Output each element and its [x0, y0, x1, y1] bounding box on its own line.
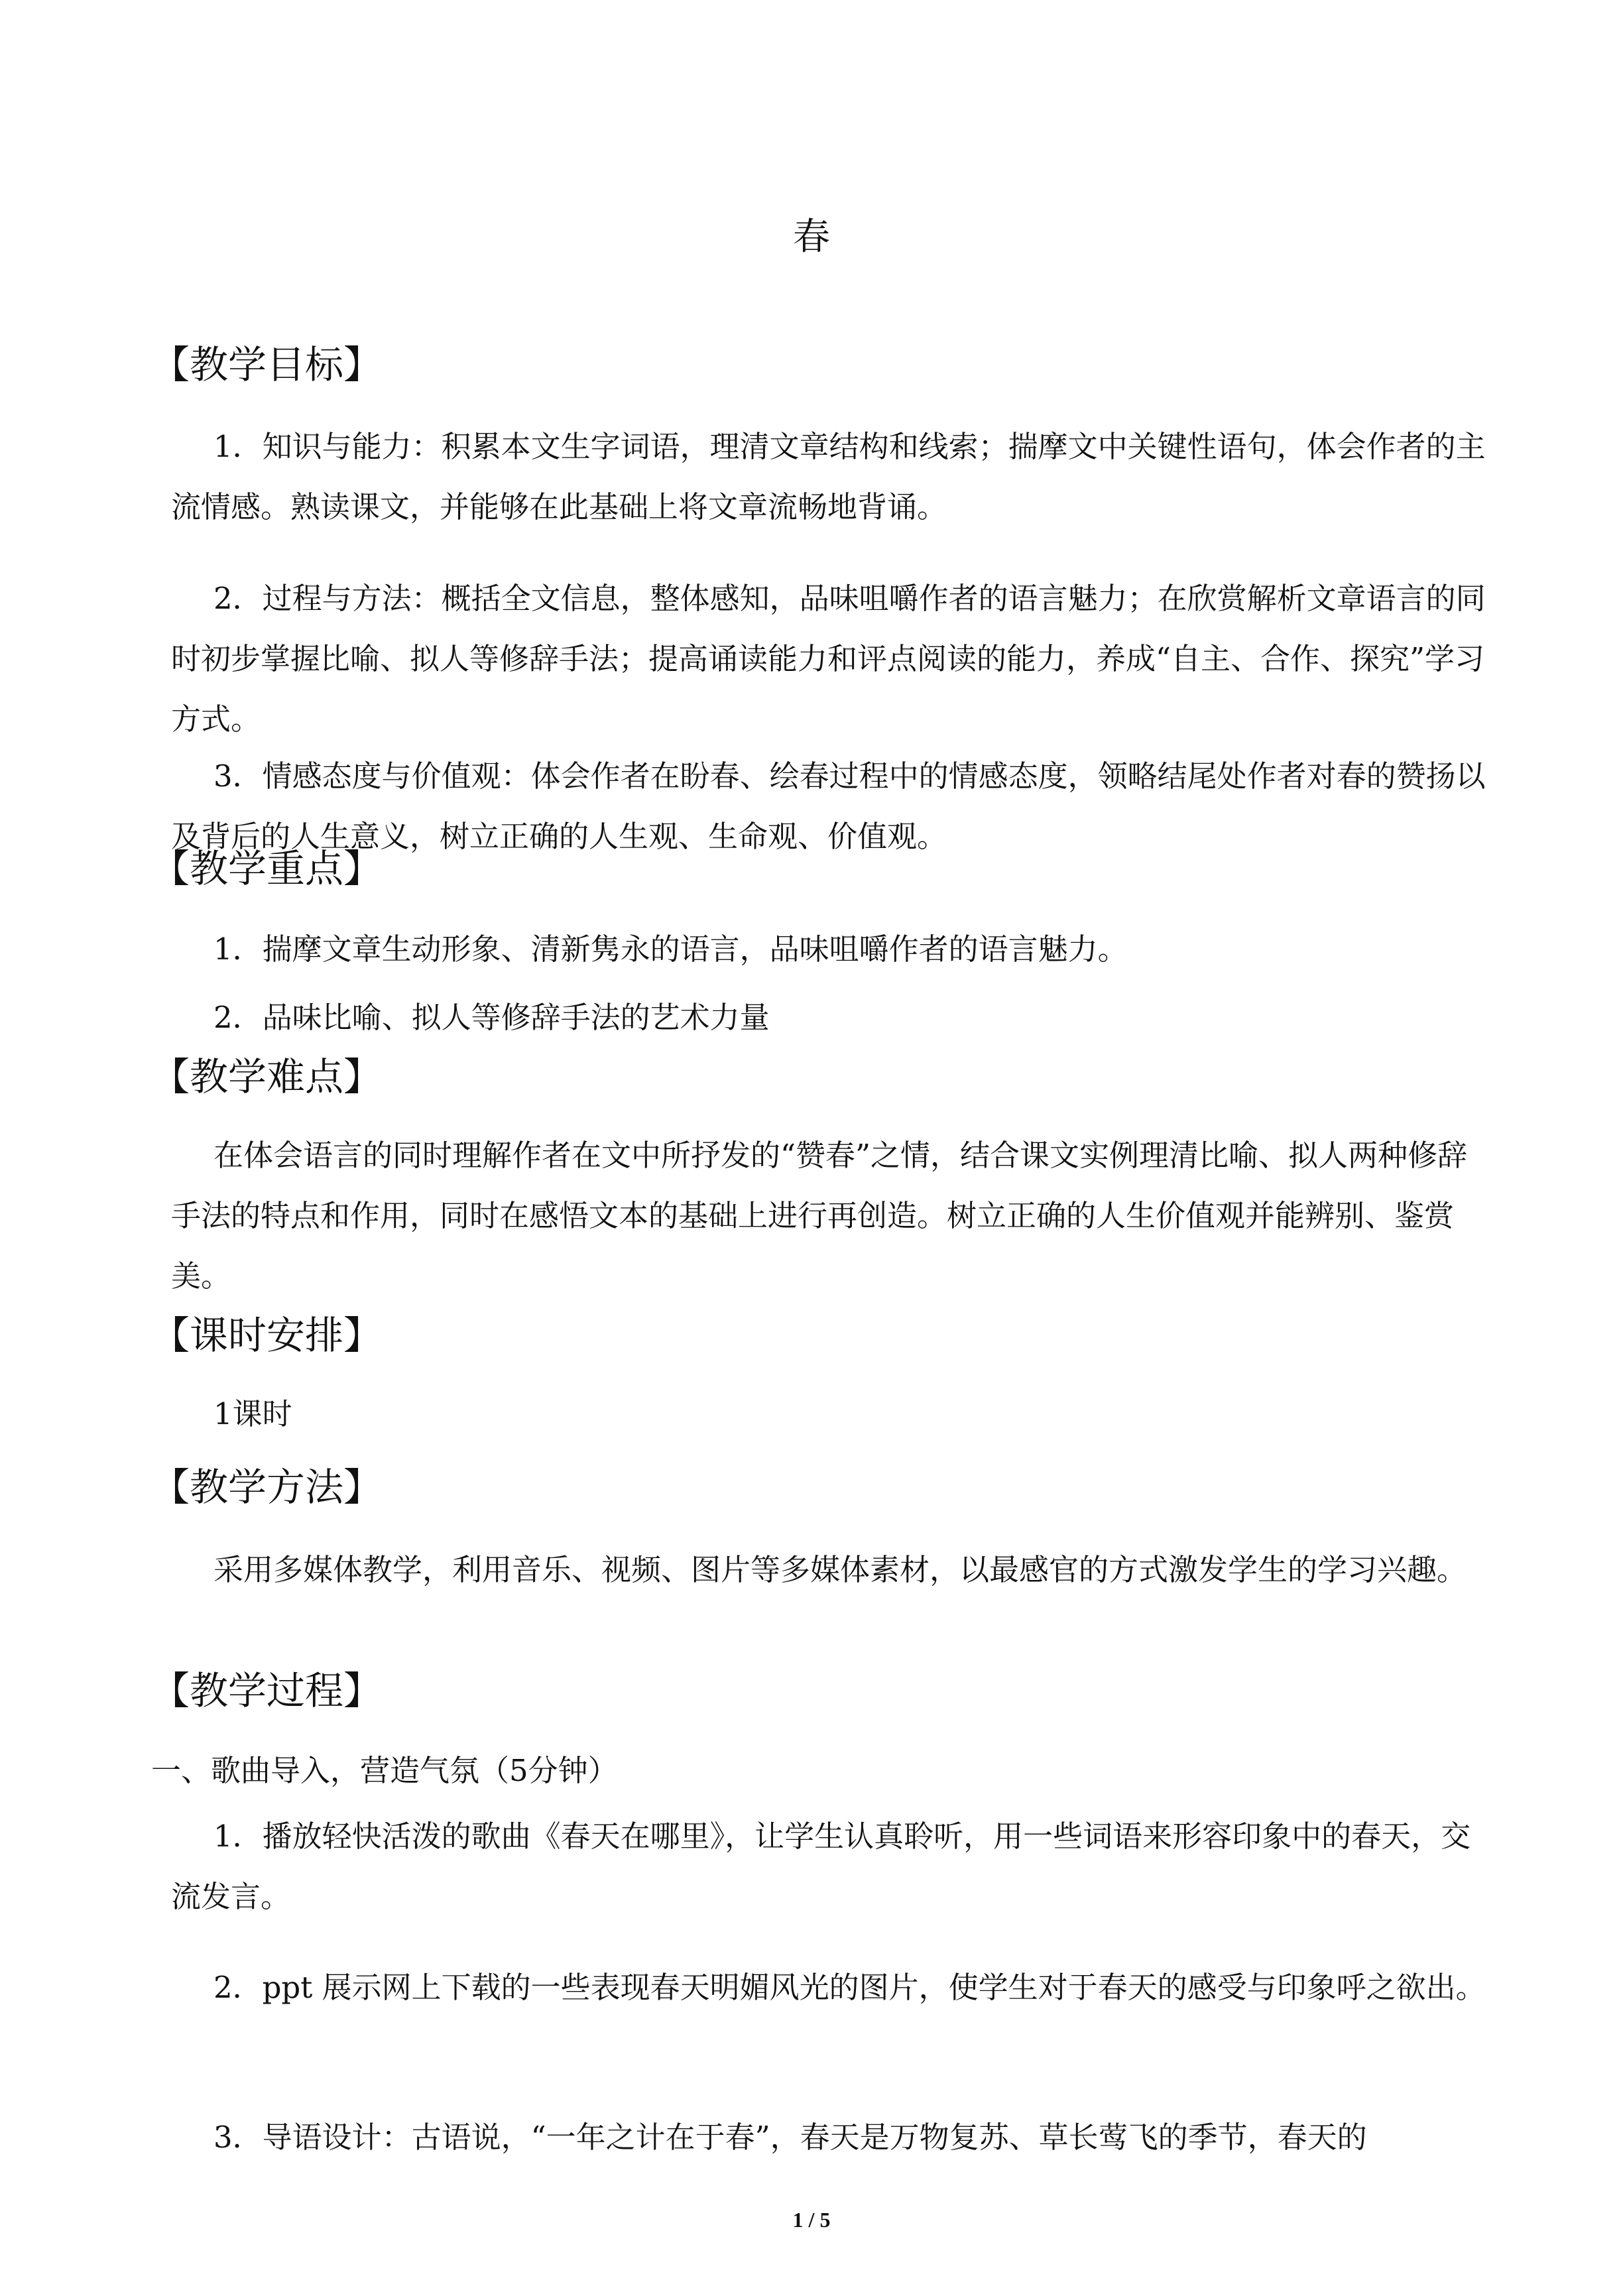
process-paragraph-1: 1．播放轻快活泼的歌曲《春天在哪里》，让学生认真聆听，用一些词语来形容印象中的春天，交流发言。 — [171, 1819, 1471, 1914]
heading-methods: 【教学方法】 — [151, 1465, 383, 1510]
objectives-paragraph-3: 3．情感态度与价值观：体会作者在盼春、绘春过程中的情感态度，领略结尾处作者对春的赞扬以及背后的人生意义，树立正确的人生观、生命观、价值观。 — [171, 758, 1486, 854]
process-paragraph-3: 3．导语设计：古语说，“一年之计在于春”，春天是万物复苏、草长莺飞的季节，春天的 — [213, 2120, 1367, 2155]
methods-paragraph: 采用多媒体教学，利用音乐、视频、图片等多媒体素材，以最感官的方式激发学生的学习兴趣。 — [213, 1552, 1467, 1587]
process-subheading: 一、歌曲导入，营造气氛（5分钟） — [151, 1753, 618, 1788]
heading-process: 【教学过程】 — [151, 1668, 383, 1713]
heading-objectives: 【教学目标】 — [151, 342, 383, 387]
keypoints-paragraph-2: 2．品味比喻、拟人等修辞手法的艺术力量 — [213, 1000, 770, 1035]
heading-difficulties: 【教学难点】 — [151, 1054, 383, 1099]
heading-keypoints: 【教学重点】 — [151, 846, 383, 891]
difficulties-paragraph: 在体会语言的同时理解作者在文中所抒发的“赞春”之情，结合课文实例理清比喻、拟人两种修辞手法的特点和作用，同时在感悟文本的基础上进行再创造。树立正确的人生价值观并能辨别、鉴赏美。 — [171, 1138, 1468, 1294]
process-paragraph-2: 2．ppt 展示网上下载的一些表现春天明媚风光的图片，使学生对于春天的感受与印象呼之欲出。 — [213, 1970, 1486, 2005]
objectives-paragraph-1: 1．知识与能力：积累本文生字词语，理清文章结构和线索；揣摩文中关键性语句，体会作者的主流情感。熟读课文，并能够在此基础上将文章流畅地背诵。 — [171, 429, 1486, 524]
heading-schedule: 【课时安排】 — [151, 1313, 383, 1358]
document-title: 春 — [793, 215, 830, 259]
schedule-paragraph: 1课时 — [213, 1396, 292, 1431]
objectives-paragraph-2: 2．过程与方法：概括全文信息，整体感知，品味咀嚼作者的语言魅力；在欣赏解析文章语言的同时初步掌握比喻、拟人等修辞手法；提高诵读能力和评点阅读的能力，养成“自主、合作、探究”学习方式。 — [171, 581, 1486, 737]
page-number: 1 / 5 — [792, 2208, 831, 2232]
keypoints-paragraph-1: 1．揣摩文章生动形象、清新隽永的语言，品味咀嚼作者的语言魅力。 — [213, 932, 1128, 967]
